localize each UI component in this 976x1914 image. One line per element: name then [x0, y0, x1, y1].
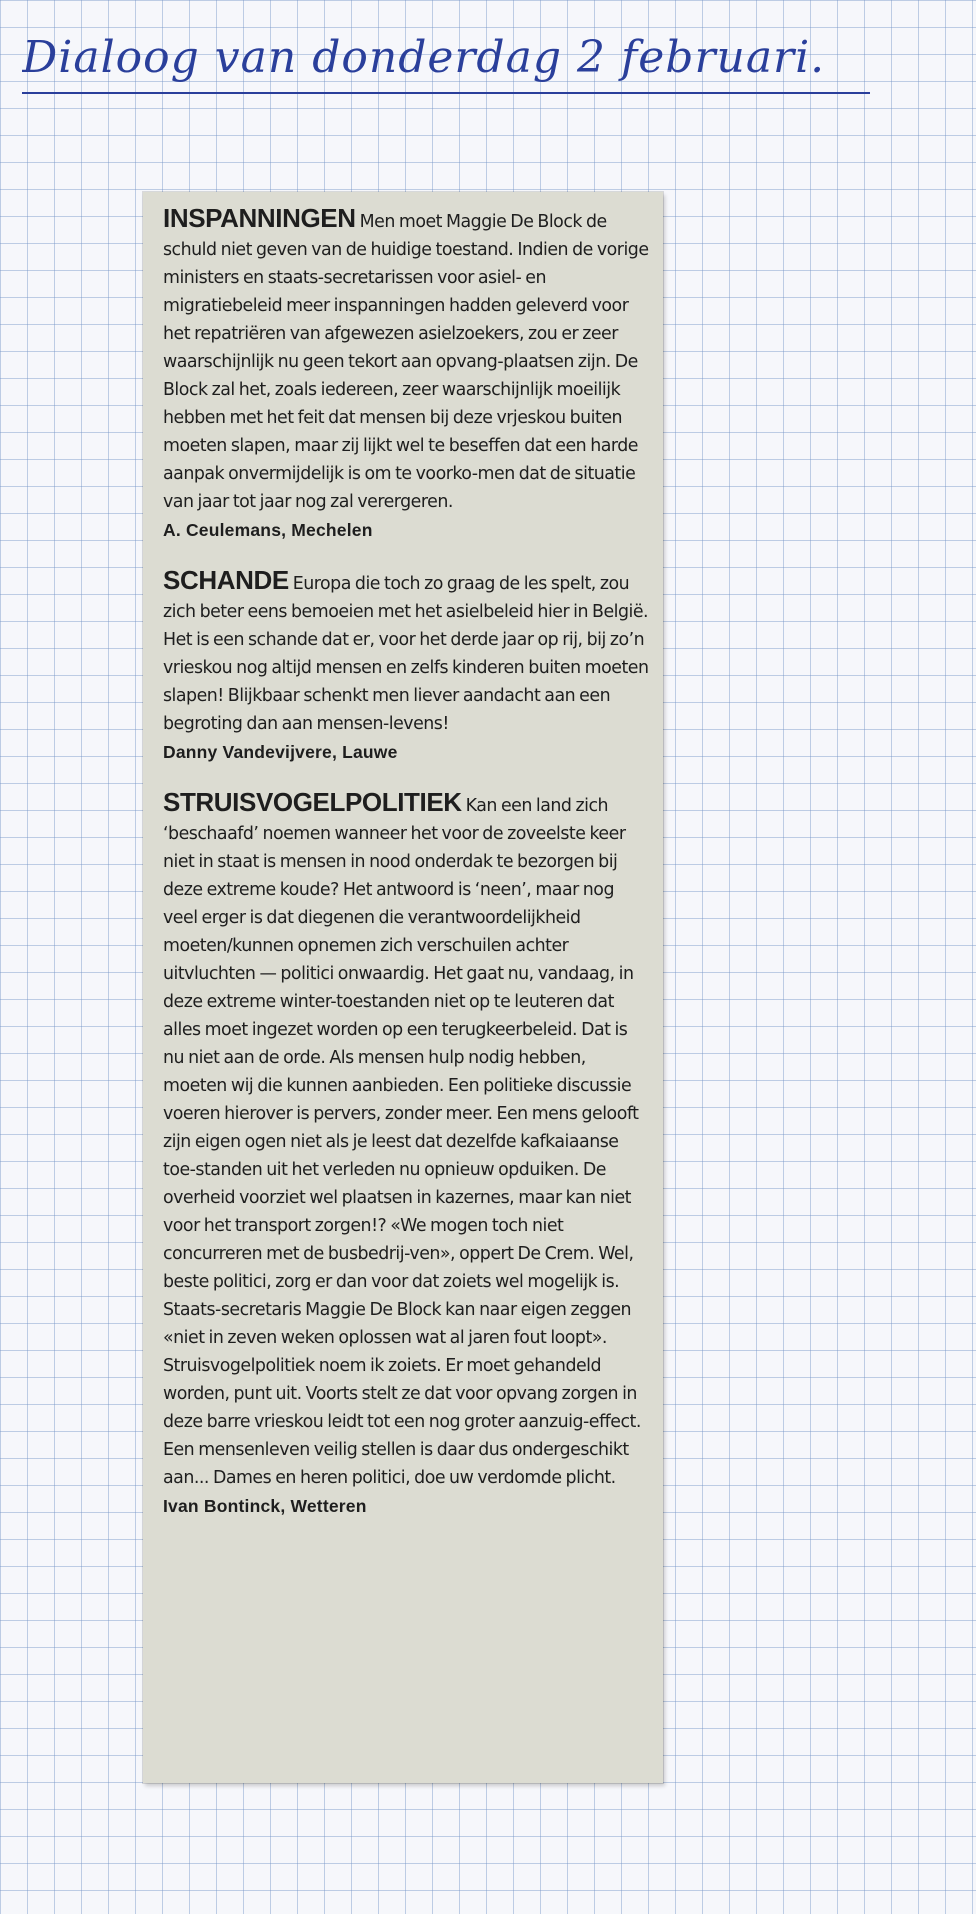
letter-text — [163, 788, 649, 1492]
letter-body: Kan een land zich ‘beschaafd’ noemen wanneer het voor de zoveelste keer niet in staat is mensen in nood onderdak te bezorgen bij deze extreme koude? Het antwoord is ‘neen’, maar nog veel erger is dat diegenen die verantwoordelijkheid moeten/kunnen opnemen zich verschuilen achter uitvluchten — politici onwaardig. Het gaat nu, vandaag, in deze extreme winter-toestanden niet op te leuteren dat alles moet ingezet worden op een terugkeerbeleid. Dat is nu niet aan de orde. Als mensen hulp nodig hebben, moeten wij die kunnen aanbieden. Een politieke discussie voeren hierover is pervers, zonder meer. Een mens gelooft zijn eigen ogen niet als je leest dat dezelfde kafkaiaanse toe-standen uit het verleden nu opnieuw opduiken. De overheid voorziet wel plaatsen in kazernes, maar kan niet voor het transport zorgen!? «We mogen toch niet concurreren met de busbedrij-ven», oppert De Crem. Wel, beste politici, zorg er dan voor dat zoiets wel mogelijk is. Staats-secretaris Maggie De Block kan naar eigen zeggen «niet in zeven weken oplossen wat al jaren fout loopt». Struisvogelpolitiek noem ik zoiets. Er moet gehandeld worden, punt uit. Voorts stelt ze dat voor opvang zorgen in deze barre vrieskou leidt tot een nog groter aanzuig-effect. Een mensenleven veilig stellen is daar dus ondergeschikt aan... Dames en heren politici, doe uw verdomde plicht. — [163, 796, 641, 1488]
letter-author: Danny Vandevijvere, Lauwe — [163, 742, 398, 762]
letter-heading: INSPANNINGEN — [163, 203, 356, 233]
letter-struisvogelpolitiek — [163, 788, 649, 1520]
letter-author: Ivan Bontinck, Wetteren — [163, 1496, 367, 1516]
letter-body: Men moet Maggie De Block de schuld niet geven van de huidige toestand. Indien de vorige ministers en staats-secretarissen voor asiel- en migratiebeleid meer inspanningen hadden geleverd voor het repatriëren van afgewezen asielzoekers, zou er zeer waarschijnlijk nu geen tekort aan opvang-plaatsen zijn. De Block zal het, zoals iedereen, zeer waarschijnlijk moeilijk hebben met het feit dat mensen bij deze vrjeskou buiten moeten slapen, maar zij lijkt wel te beseffen dat een harde aanpak onvermijdelijk is om te voorko-men dat de situatie van jaar tot jaar nog zal verergeren. — [163, 212, 649, 512]
letter-text — [163, 566, 649, 738]
letter-inspanningen — [163, 204, 649, 544]
letter-heading: STRUISVOGELPOLITIEK — [163, 787, 462, 817]
letter-schande — [163, 566, 649, 766]
newspaper-clipping — [143, 192, 663, 1783]
letter-body: Europa die toch zo graag de les spelt, zou zich beter eens bemoeien met het asielbeleid hier in België. Het is een schande dat er, voor het derde jaar op rij, bij zo’n vrieskou nog altijd mensen en zelfs kinderen buiten moeten slapen! Blijkbaar schenkt men liever aandacht aan een begroting dan aan mensen-levens! — [163, 574, 649, 734]
letter-heading: SCHANDE — [163, 565, 289, 595]
letter-text — [163, 204, 649, 516]
title-underline — [22, 92, 870, 94]
page-title: Dialoog van donderdag 2 februari. — [22, 32, 826, 83]
letter-author: A. Ceulemans, Mechelen — [163, 520, 373, 540]
